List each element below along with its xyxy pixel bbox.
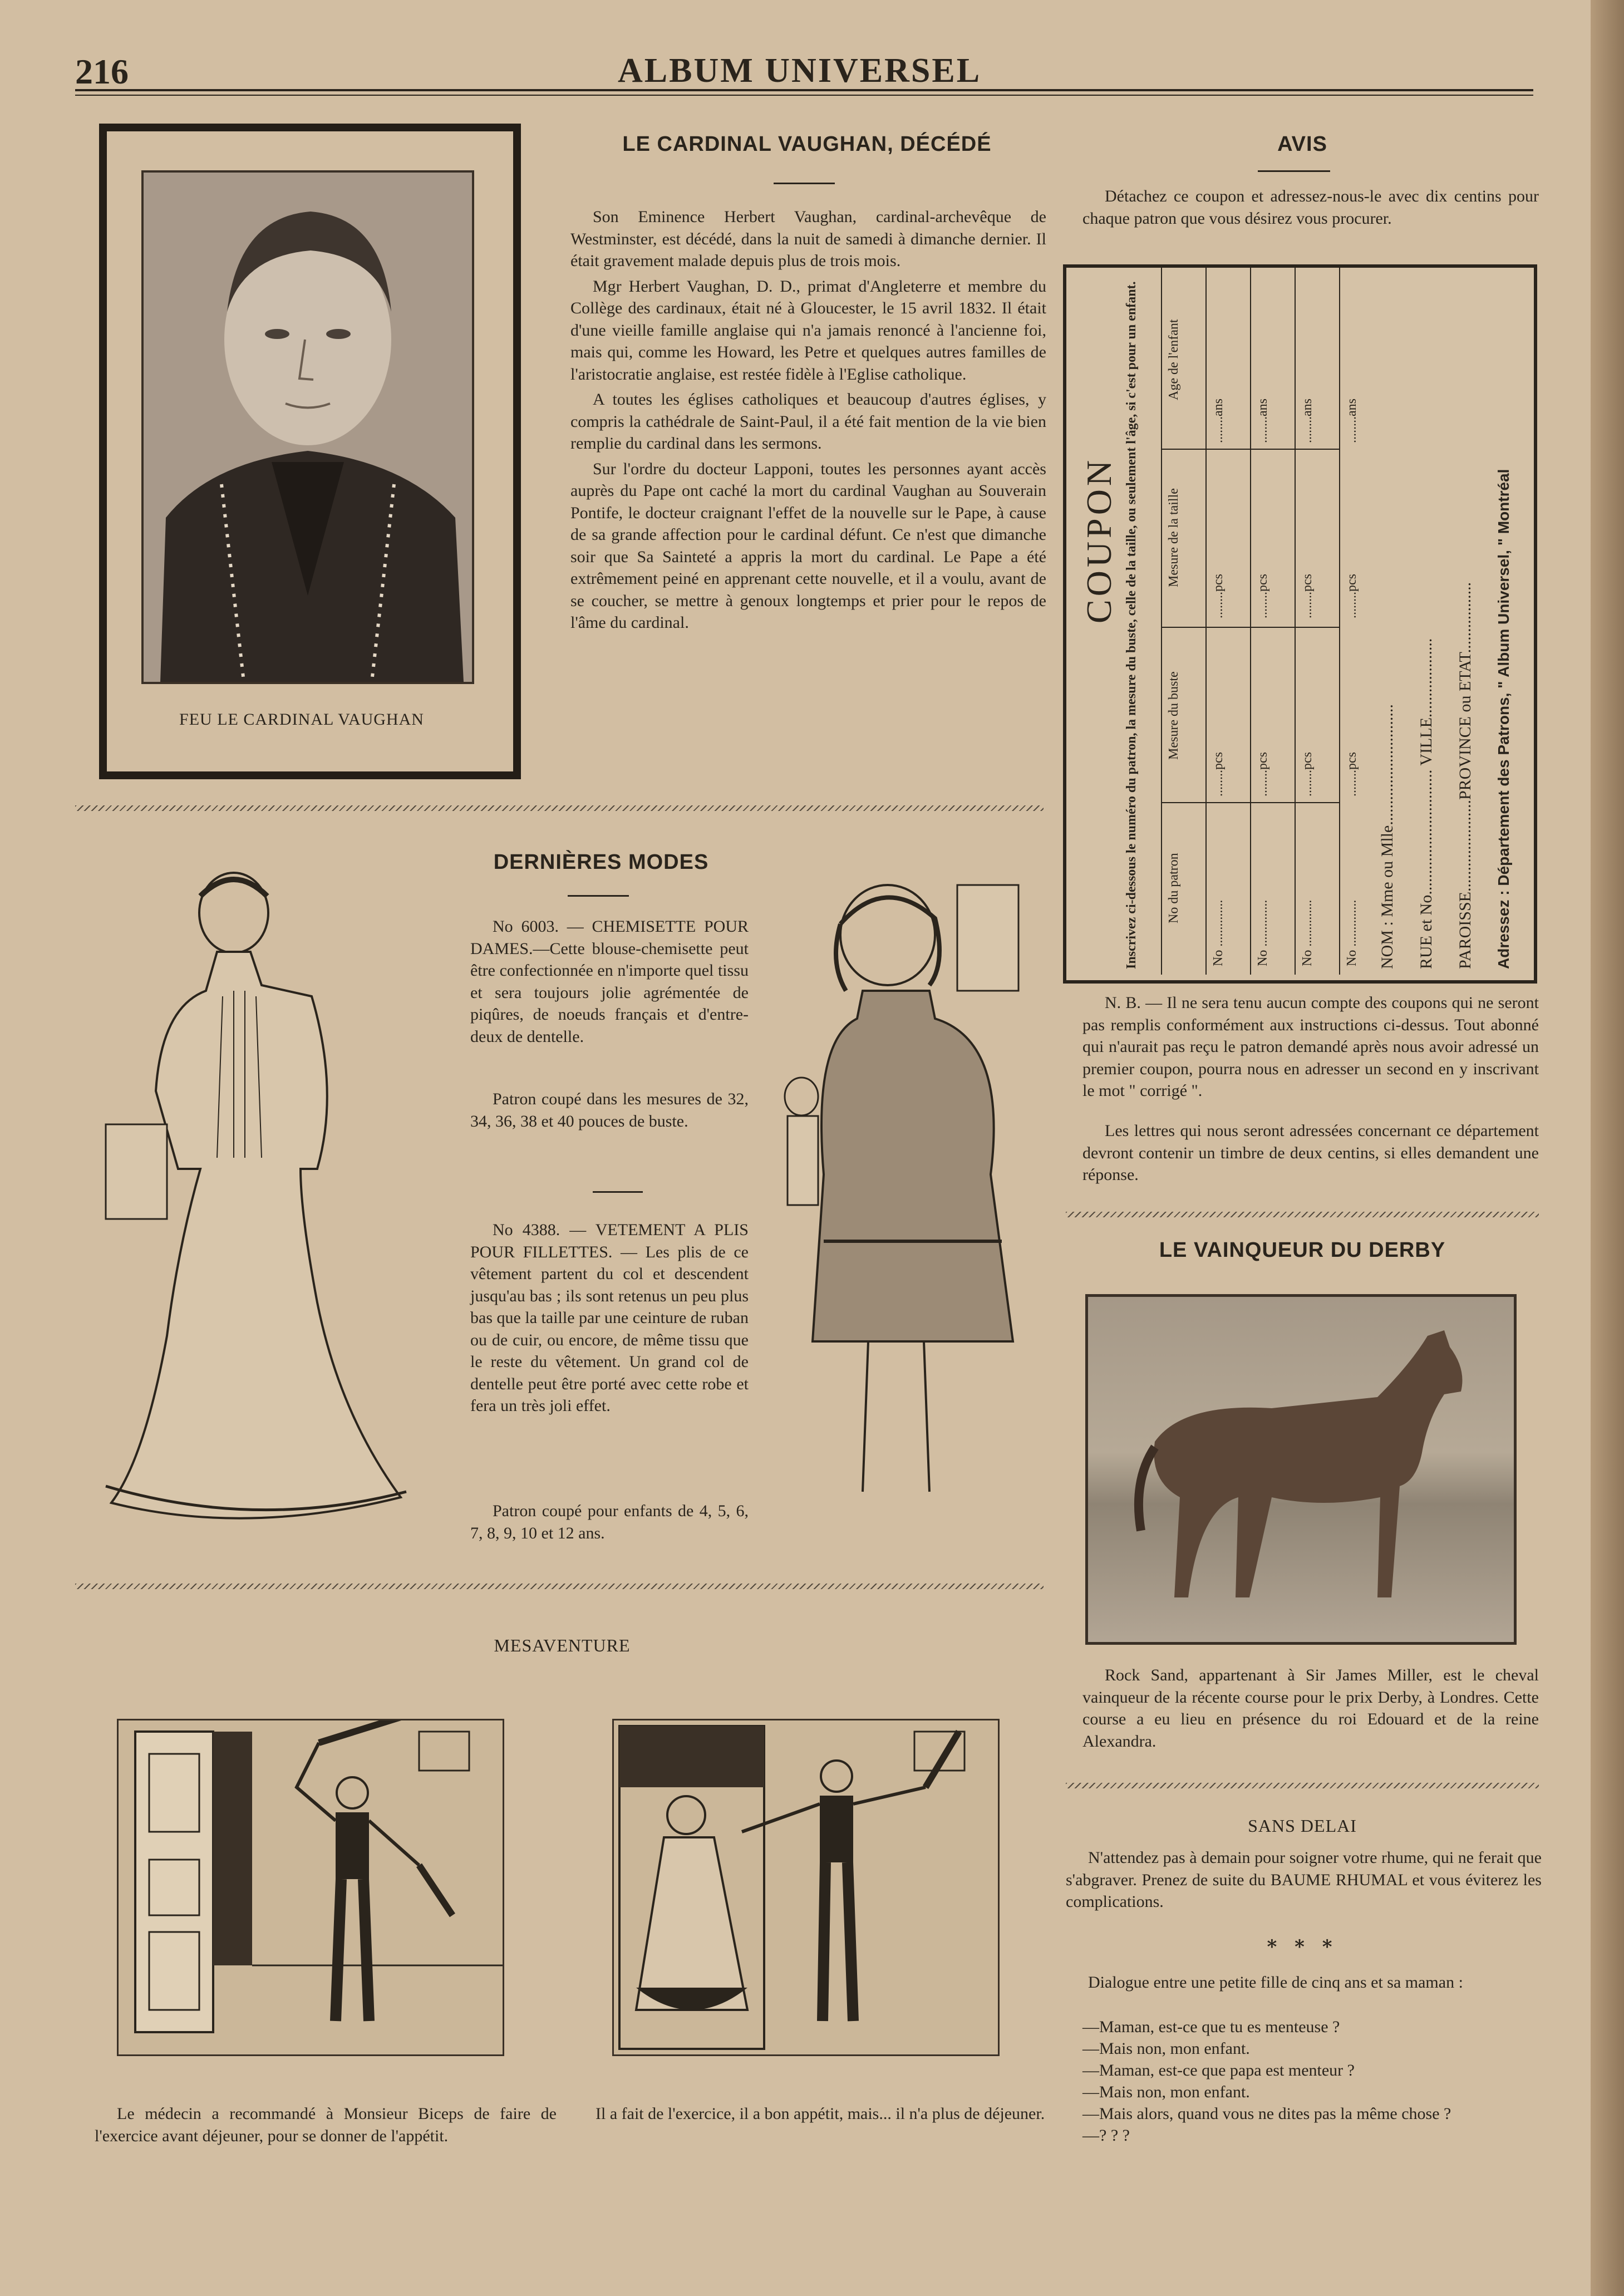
modes-rule bbox=[593, 1191, 643, 1193]
dialogue-line: —Mais non, mon enfant. bbox=[1082, 2083, 1250, 2101]
coupon-cell: ........pcs bbox=[1300, 752, 1315, 797]
coupon-col-header: Mesure du buste bbox=[1167, 671, 1181, 760]
dialogue bbox=[1066, 2016, 1542, 2146]
coupon-cell: ........pcs bbox=[1300, 574, 1315, 618]
lady-drawing bbox=[78, 857, 462, 1547]
coupon-line bbox=[1161, 627, 1339, 628]
derby-heading: LE VAINQUEUR DU DERBY bbox=[1159, 1238, 1446, 1262]
vaughan-paragraph: A toutes les églises catholiques et beaucoup d'autres églises, y compris la cathédrale de Saint-Paul, il a été fait mention de la vie bien remplie du cardinal dans les sermons. bbox=[570, 390, 1046, 453]
vaughan-paragraph: Mgr Herbert Vaughan, D. D., primat d'Angleterre et membre du Collège des cardinaux, était né à Gloucester, le 15 avril 1832. Il était d'une vieille famille anglaise qui n'a jamais renoncé à l'ancienne foi, mais qui, comme les Howard, les Petre et quelques autres familles de l'aristocratie anglaise, est restée fidèle à l'Eglise catholique. bbox=[570, 277, 1046, 384]
portrait-frame bbox=[99, 124, 521, 779]
coupon-nom: NOM : Mme ou Mlle............................. bbox=[1378, 704, 1396, 969]
horse-drawing bbox=[1088, 1297, 1514, 1642]
coupon-col-header: No du patron bbox=[1167, 853, 1181, 924]
modes-heading: DERNIÈRES MODES bbox=[493, 850, 709, 874]
sans-delai-heading: SANS DELAI bbox=[1248, 1816, 1357, 1836]
coupon-instruction: Inscrivez ci-dessous le numéro du patron, la mesure du buste, celle de la taille, ou seulement l'âge, si c'est pour un enfant. bbox=[1124, 281, 1139, 969]
coupon-paroisse: PAROISSE......................PROVINCE ou ETAT................. bbox=[1456, 582, 1474, 969]
derby-horse-photo bbox=[1085, 1294, 1517, 1645]
coupon-line bbox=[1161, 802, 1339, 803]
coupon-cell: ........pcs bbox=[1211, 752, 1226, 797]
coupon-cell: ........pcs bbox=[1345, 574, 1359, 618]
avis-intro: Détachez ce coupon et adressez-nous-le avec dix centins pour chaque patron que vous désirez vous procurer. bbox=[1082, 187, 1539, 228]
dialogue-line: —Maman, est-ce que papa est menteur ? bbox=[1082, 2061, 1355, 2079]
portrait-caption: FEU LE CARDINAL VAUGHAN bbox=[179, 710, 424, 729]
dialogue-line: —Mais alors, quand vous ne dites pas la même chose ? bbox=[1082, 2105, 1451, 2123]
portrait-drawing bbox=[144, 173, 472, 682]
coupon-line bbox=[1161, 268, 1162, 975]
avis-heading: AVIS bbox=[1277, 132, 1327, 156]
coupon-line bbox=[1250, 268, 1251, 975]
coupon-line bbox=[1205, 268, 1207, 975]
avis-lettres: Les lettres qui nous seront adressées concernant ce département devront contenir un timbre de deux centins, si elles demandent une réponse. bbox=[1082, 1122, 1539, 1184]
coupon-cell: ........ans bbox=[1345, 399, 1359, 443]
panel-1-drawing bbox=[119, 1720, 503, 2054]
section-divider bbox=[75, 1584, 1044, 1589]
vaughan-paragraph: Sur l'ordre du docteur Lapponi, toutes les personnes ayant accès auprès du Pape ont caché la mort du cardinal Vaughan au Souverain Pontife, le docteur craignant l'effet de la nouvelle sur le Pape, à cause de sa grande affection pour le cardinal défunt. Ce n'est que dimanche soir que Sa Sainteté a appris la mort du cardinal. Le Pape a été extrêmement peiné en apprenant cette nouvelle, et il a voulu, avant de se coucher, se mettre à genoux longtemps et prier pour le repos de l'âme du cardinal. bbox=[570, 459, 1046, 632]
vaughan-body bbox=[570, 206, 1046, 637]
section-divider bbox=[1066, 1212, 1539, 1217]
page-edge bbox=[1591, 0, 1624, 2296]
derby-text: Rock Sand, appartenant à Sir James Miller, est le cheval vainqueur de la récente course pour le prix Derby, à Londres. Cette course a eu lieu en présence du roi Edouard et de la reine Alexandra. bbox=[1082, 1666, 1539, 1751]
stars-divider: * * * bbox=[1267, 1936, 1338, 1958]
section-divider bbox=[1066, 1783, 1539, 1788]
coupon-line bbox=[1295, 268, 1296, 975]
fillette-illustration bbox=[768, 863, 1052, 1553]
coupon-cell: No .............. bbox=[1211, 899, 1226, 966]
coupon-adresse: Adressez : Département des Patrons, " Album Universel, " Montréal bbox=[1495, 469, 1512, 969]
coupon bbox=[1063, 264, 1537, 984]
coupon-title: COUPON bbox=[1079, 457, 1119, 624]
modes-item1: No 6003. — CHEMISETTE POUR DAMES.—Cette blouse-chemisette peut être confectionnée en n'importe quel tissu et sera toujours jolie agrémentée de piqûres, de noeuds français et d'entre-deux de dentelle. bbox=[470, 917, 749, 1046]
cardinal-portrait bbox=[141, 170, 474, 684]
header-rule bbox=[75, 89, 1533, 96]
coupon-cell: ........pcs bbox=[1256, 574, 1270, 618]
vaughan-paragraph: Son Eminence Herbert Vaughan, cardinal-archevêque de Westminster, est décédé, dans la nuit de samedi à dimanche dernier. Il était gravement malade depuis plus de trois mois. bbox=[570, 208, 1046, 270]
mesaventure-caption-1: Le médecin a recommandé à Monsieur Biceps de faire de l'exercice avant déjeuner, pour se donner de l'appétit. bbox=[95, 2105, 557, 2145]
coupon-line bbox=[1339, 268, 1340, 975]
modes-item1-sizes: Patron coupé dans les mesures de 32, 34, 36, 38 et 40 pouces de buste. bbox=[470, 1090, 749, 1130]
chemisette-illustration bbox=[78, 857, 462, 1547]
coupon-cell: ........pcs bbox=[1256, 752, 1270, 797]
coupon-cell: ........pcs bbox=[1211, 574, 1226, 618]
coupon-cell: No .............. bbox=[1300, 899, 1315, 966]
avis-rule bbox=[1258, 170, 1330, 172]
coupon-cell: ........ans bbox=[1256, 399, 1270, 443]
sans-delai-text: N'attendez pas à demain pour soigner votre rhume, qui ne ferait que s'abgraver. Prenez de suite du BAUME RHUMAL et vous éviterez les complications. bbox=[1066, 1848, 1542, 1911]
girl-drawing bbox=[768, 863, 1052, 1553]
panel-2-drawing bbox=[614, 1720, 998, 2054]
mesaventure-caption-2: Il a fait de l'exercice, il a bon appétit, mais... il n'a plus de déjeuner. bbox=[596, 2105, 1045, 2123]
dialogue-line: —? ? ? bbox=[1082, 2126, 1130, 2145]
modes-item2-sizes: Patron coupé pour enfants de 4, 5, 6, 7, 8, 9, 10 et 12 ans. bbox=[470, 1502, 749, 1542]
dialogue-intro: Dialogue entre une petite fille de cinq ans et sa maman : bbox=[1088, 1973, 1463, 1992]
coupon-cell: ........ans bbox=[1211, 399, 1226, 443]
mesaventure-panel-1 bbox=[117, 1719, 504, 2056]
coupon-col-header: Mesure de la taille bbox=[1167, 488, 1181, 587]
mesaventure-heading: MESAVENTURE bbox=[494, 1635, 631, 1655]
page-title: ALBUM UNIVERSEL bbox=[618, 52, 982, 90]
dialogue-line: —Maman, est-ce que tu es menteuse ? bbox=[1082, 2018, 1340, 2036]
page-number: 216 bbox=[75, 52, 129, 91]
section-divider bbox=[75, 805, 1044, 811]
coupon-rue: RUE et No.............................. VILLE................... bbox=[1417, 638, 1435, 969]
vaughan-rule bbox=[774, 183, 835, 184]
modes-item2: No 4388. — VETEMENT A PLIS POUR FILLETTES. — Les plis de ce vêtement partent du col et descendent jusqu'au bas ; ils sont retenus un peu plus bas que la taille par une ceinture de ruban ou de cuir, ou encore, de même tissu que le reste du vêtement. Un grand col de dentelle peut être porté avec cette robe et fera un très joli effet. bbox=[470, 1221, 749, 1415]
coupon-cell: ........ans bbox=[1300, 399, 1315, 443]
coupon-cell: ........pcs bbox=[1345, 752, 1359, 797]
mesaventure-panel-2 bbox=[612, 1719, 1000, 2056]
vaughan-heading: LE CARDINAL VAUGHAN, DÉCÉDÉ bbox=[622, 132, 992, 156]
coupon-line bbox=[1161, 449, 1339, 450]
modes-rule bbox=[568, 895, 629, 897]
coupon-col-header: Age de l'enfant bbox=[1167, 319, 1181, 400]
dialogue-line: —Mais non, mon enfant. bbox=[1082, 2039, 1250, 2058]
coupon-cell: No .............. bbox=[1345, 899, 1359, 966]
coupon-cell: No .............. bbox=[1256, 899, 1270, 966]
avis-nb: N. B. — Il ne sera tenu aucun compte des coupons qui ne seront pas remplis conformément aux instructions ci-dessus. Tout abonné qui n'aurait pas reçu le patron demandé après nous avoir adressé un premier coupon, pourra nous en adresser un second en y inscrivant le mot " corrigé ". bbox=[1082, 994, 1539, 1100]
